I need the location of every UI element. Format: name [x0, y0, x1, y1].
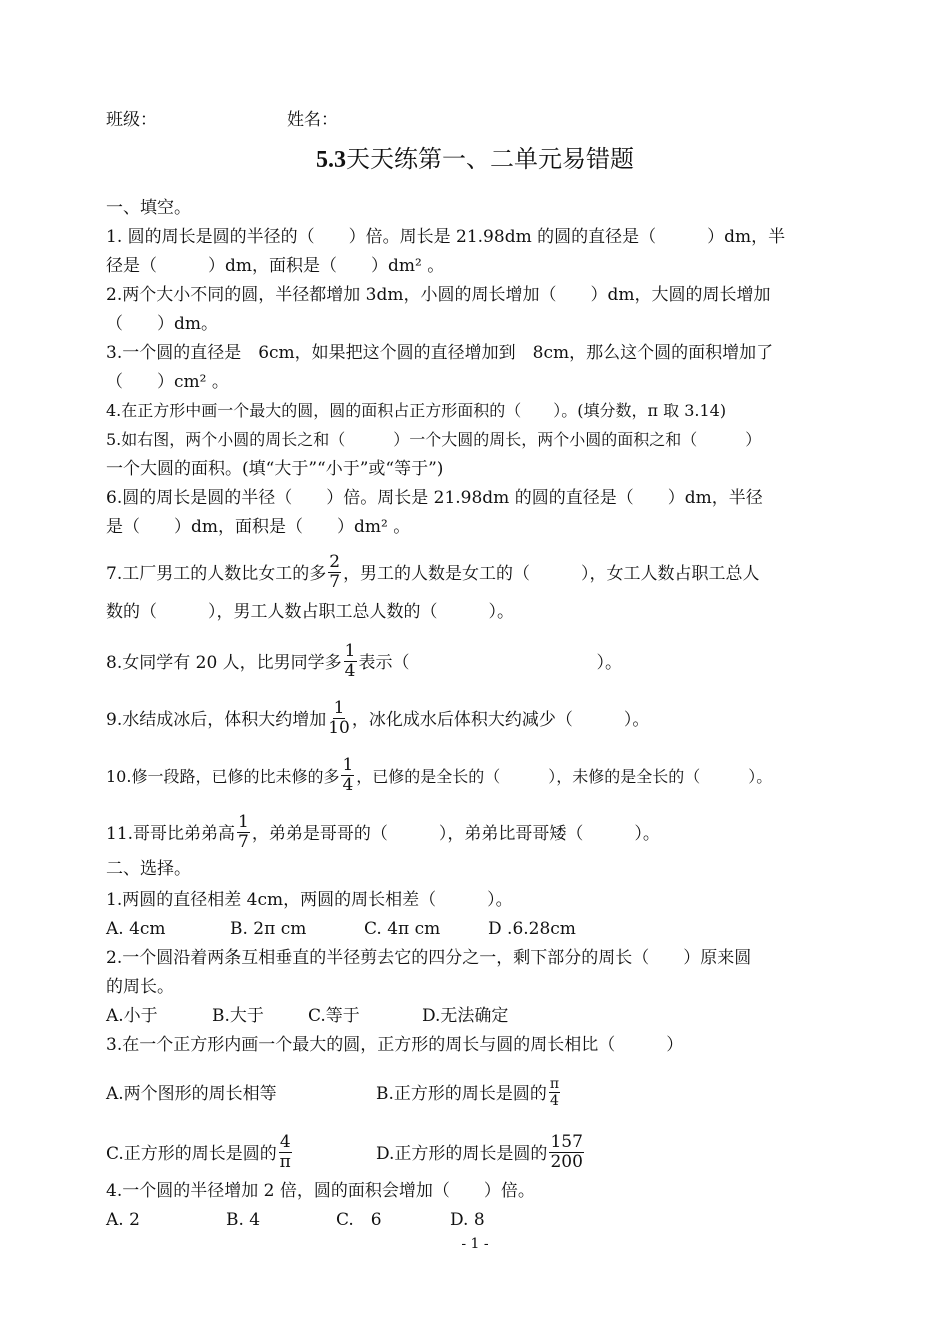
c3-line: 3.在一个正方形内画一个最大的圆，正方形的周长与圆的周长相比（ ） — [106, 1035, 684, 1055]
q6-line-a: 6.圆的周长是圆的半径（ ）倍。周长是 21.98dm 的圆的直径是（ ）dm，半径 — [106, 488, 763, 508]
q11-line: 11.哥哥比弟弟高 $\frac{1}{7}$ ，弟弟是哥哥的（ ），弟弟比哥哥矮（ ）。 — [106, 812, 660, 852]
q5-line-b: 一个大圆的面积。(填“大于”“小于”或“等于”) — [106, 459, 444, 479]
section1-heading: 一、填空。 — [106, 198, 191, 218]
c3-b-fraction: $\frac{\pi}{4}$ — [549, 1076, 560, 1109]
c3-options-ab — [106, 1076, 848, 1110]
q1-line-a: 1. 圆的周长是圆的半径的（ ）倍。周长是 21.98dm 的圆的直径是（ ）dm，半 — [106, 227, 786, 247]
c2-line-a: 2.一个圆沿着两条互相垂直的半径剪去它的四分之一，剩下部分的周长（ ）原来圆 — [106, 948, 752, 968]
c3-d-fraction: $\frac{157}{200}$ — [550, 1132, 583, 1172]
c3-options-cd — [106, 1132, 848, 1173]
q11-fraction: $\frac{1}{7}$ — [238, 812, 249, 852]
c4-option-c: C. 6 — [336, 1210, 382, 1230]
q5-line-a: 5.如右图，两个小圆的周长之和（ ）一个大圆的周长，两个小圆的面积之和（ ） — [106, 430, 762, 449]
q3-line-b: （ ）cm² 。 — [106, 372, 229, 392]
header-line — [106, 109, 848, 131]
c2-option-d: D.无法确定 — [422, 1006, 509, 1026]
c2-line-b: 的周长。 — [106, 977, 174, 997]
c1-option-d: D .6.28cm — [488, 919, 576, 939]
c3-option-b: B.正方形的周长是圆的 $\frac{\pi}{4}$ — [376, 1076, 560, 1109]
q2-line-a: 2.两个大小不同的圆，半径都增加 3dm，小圆的周长增加（ ）dm，大圆的周长增加 — [106, 285, 771, 305]
class-label: 班级： — [106, 110, 157, 130]
c1-line: 1.两圆的直径相差 4cm，两圆的周长相差（ ）。 — [106, 890, 513, 910]
c4-line: 4.一个圆的半径增加 2 倍，圆的面积会增加（ ）倍。 — [106, 1181, 535, 1201]
c2-options — [106, 1005, 848, 1027]
q7-line-b: 数的（ ），男工人数占职工总人数的（ ）。 — [106, 602, 514, 622]
c3-option-d: D.正方形的周长是圆的 $\frac{157}{200}$ — [376, 1132, 583, 1172]
page-number: - 1 - — [461, 1236, 489, 1252]
c4-option-d: D. 8 — [450, 1210, 485, 1230]
q1-line-b: 径是（ ）dm，面积是（ ）dm² 。 — [106, 256, 445, 276]
c4-options — [106, 1209, 848, 1231]
c2-option-c: C.等于 — [308, 1006, 360, 1026]
q9-fraction: $\frac{1}{10}$ — [328, 698, 350, 738]
q6-line-b: 是（ ）dm，面积是（ ）dm² 。 — [106, 517, 411, 537]
c1-option-b: B. 2π cm — [230, 919, 307, 939]
q10-line: 10.修一段路，已修的比未修的多 $\frac{1}{4}$ ，已修的是全长的（ ），未修的是全长的（ ）。 — [106, 755, 773, 795]
page-title — [0, 144, 950, 175]
section2-heading: 二、选择。 — [106, 859, 191, 879]
c1-option-a: A. 4cm — [106, 919, 166, 939]
c1-options — [106, 918, 848, 940]
q10-fraction: $\frac{1}{4}$ — [342, 755, 354, 795]
q4-line: 4.在正方形中画一个最大的圆，圆的面积占正方形面积的（ ）。(填分数，π 取 3.14) — [106, 401, 727, 420]
q8-line: 8.女同学有 20 人，比男同学多 $\frac{1}{4}$ 表示（ ）。 — [106, 641, 622, 681]
c2-option-b: B.大于 — [212, 1006, 264, 1026]
q3-line-a: 3.一个圆的直径是 6cm，如果把这个圆的直径增加到 8cm，那么这个圆的面积增加了 — [106, 343, 774, 363]
q2-line-b: （ ）dm。 — [106, 314, 219, 334]
q7-line-a: 7.工厂男工的人数比女工的多 $\frac{2}{7}$ ，男工的人数是女工的（ ），女工人数占职工总人 — [106, 552, 760, 592]
title-number: 5.3 — [316, 147, 346, 173]
c1-option-c: C. 4π cm — [364, 919, 441, 939]
c4-option-b: B. 4 — [226, 1210, 261, 1230]
c3-option-c: C.正方形的周长是圆的 $\frac{4}{\pi}$ — [106, 1132, 291, 1172]
title-text: 天天练第一、二单元易错题 — [346, 145, 634, 173]
c3-c-fraction: $\frac{4}{\pi}$ — [279, 1132, 291, 1172]
c4-option-a: A. 2 — [106, 1210, 140, 1230]
q7-fraction: $\frac{2}{7}$ — [329, 552, 341, 592]
c2-option-a: A.小于 — [106, 1006, 158, 1026]
q9-line: 9.水结成冰后，体积大约增加 $\frac{1}{10}$ ，冰化成水后体积大约减少（ ）。 — [106, 698, 650, 738]
q8-fraction: $\frac{1}{4}$ — [344, 641, 356, 681]
name-label: 姓名： — [287, 110, 338, 130]
c3-option-a: A.两个图形的周长相等 — [106, 1084, 277, 1104]
